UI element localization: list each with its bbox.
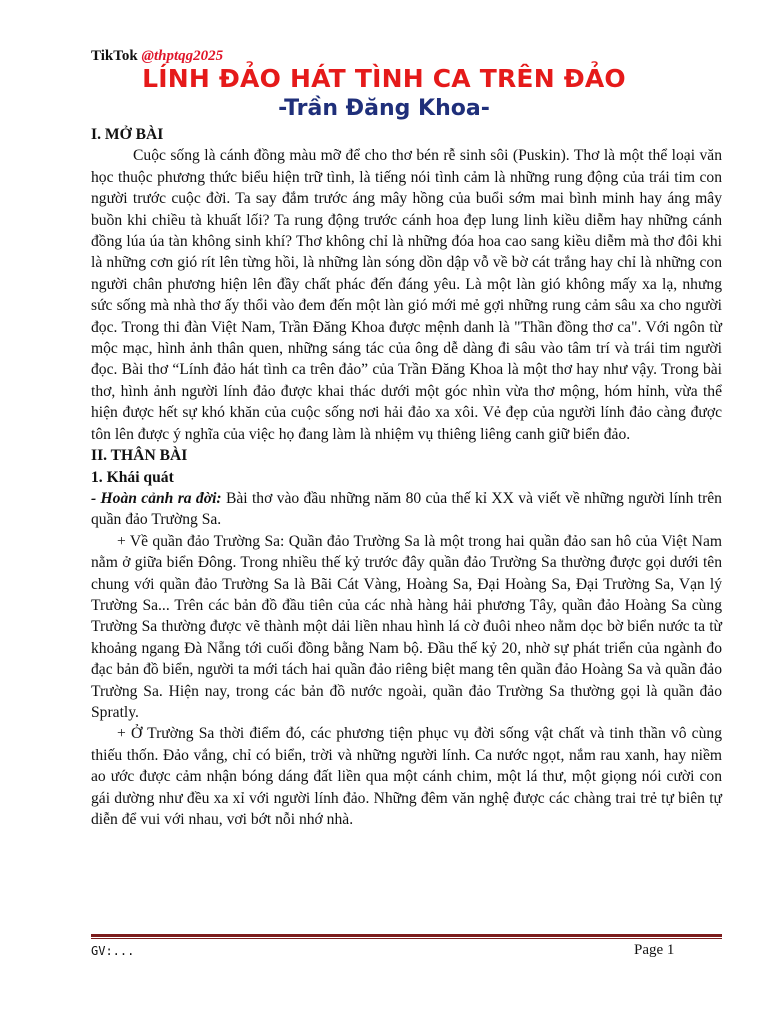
tiktok-credit <box>91 48 223 65</box>
footer-rule-thick <box>91 934 722 937</box>
footer-teacher: GV:... <box>91 944 135 958</box>
islands-paragraph: + Về quần đảo Trường Sa: Quần đảo Trường Sa là một trong hai quần đảo san hô của Việt Nam nằm ở giữa biển Đông. Trong nhiều thế kỷ trước đây quần đảo Trường Sa thường được gọi dưới tên chung với quần đảo Trường Sa là Bãi Cát Vàng, Hoàng Sa, Đại Hoàng Sa, Đại Trường Sa, Vạn lý Trường Sa... Trên các bản đồ đầu tiên của các nhà hàng hải phương Tây, quần đảo Hoàng Sa cùng Trường Sa thường được vẽ thành một dải liền nhau hình lá cờ đuôi nheo nằm dọc bờ biển nước ta từ khoảng ngang Đà Nẵng tới cuối đồng bằng Nam bộ. Đầu thế kỷ 20, nhờ sự phát triển của ngành đo đạc bản đồ biển, người ta mới tách hai quần đảo riêng biệt mang tên quần đảo Hoàng Sa và quần đảo Trường Sa. Hiện nay, trong các bản đồ nước ngoài, quần đảo Trường Sa thường gọi là quần đảo Spratly. <box>91 532 722 721</box>
context-lead: - Hoàn cảnh ra đời: <box>91 489 222 507</box>
life-paragraph: + Ở Trường Sa thời điểm đó, các phương tiện phục vụ đời sống vật chất và tinh thần vô cùng thiếu thốn. Đảo vắng, chỉ có biển, trời và những người lính. Ca nước ngọt, nắm rau xanh, hay niềm ao ước được cảm nhận bóng dáng đất liền qua một cánh chim, một lá thư, một giọng nói cười con gái dường như đều xa xỉ với người lính đảo. Những đêm văn nghệ được các chàng trai trẻ tự biên tự diễn để vui với nhau, vơi bớt nỗi nhớ nhà. <box>91 725 722 828</box>
document-body <box>91 124 722 830</box>
page-number: Page 1 <box>634 942 675 958</box>
context-text: Bài thơ vào đầu những năm 80 của thế kỉ XX và viết về những người lính trên quần đảo Trường Sa. <box>91 489 722 529</box>
tiktok-label: TikTok <box>91 48 142 64</box>
intro-paragraph: Cuộc sống là cánh đồng màu mỡ để cho thơ bén rễ sinh sôi (Puskin). Thơ là một thể loại văn học thuộc phương thức biểu hiện trữ tình, là tiếng nói tình cảm là những rung động của trái tim con người trước cuộc đời. Ta say đắm trước áng mây hồng của buổi sớm mai bình minh hay áng mây buồn khi chiều tà khuất lối? Ta rung động trước cánh hoa đẹp lung linh kiều diễm hay những cánh đồng lúa úa tàn không sinh khí? Thơ không chỉ là những đóa hoa cao sang kiều diễm mà thơ đôi khi là những cơn gió rít lên từng hồi, là những làn sóng dồn dập vỗ về bờ cát trắng hay chỉ là những con người chân phương hiện lên đầy chất phác đến đáng yêu. Là một làn gió không mấy xa lạ, nhưng sức sống mà nhà thơ ấy thổi vào đem đến một làn gió mới mẻ gợi những rung cảm sâu xa cho người đọc. Trong thi đàn Việt Nam, Trần Đăng Khoa được mệnh danh là "Thần đồng thơ ca". Với ngôn từ mộc mạc, hình ảnh thân quen, những sáng tác của ông dễ dàng đi sâu vào tâm trí và trái tim người đọc. Bài thơ “Lính đảo hát tình ca trên đảo” của Trần Đăng Khoa là một thơ hay như vậy. Trong bài thơ, hình ảnh người lính đảo được khai thác dưới một góc nhìn vừa thơ mộng, hóm hỉnh, vừa thể hiện được hết sự khó khăn của cuộc sống nơi hải đảo xa xôi. Vẻ đẹp của người lính đảo càng được tôn lên được ý nghĩa của việc họ đang làm là nhiệm vụ thiêng liêng canh giữ biển đảo. <box>91 147 722 443</box>
body-heading: II. THÂN BÀI <box>91 447 188 465</box>
document-title: LÍNH ĐẢO HÁT TÌNH CA TRÊN ĐẢO <box>142 64 626 93</box>
tiktok-handle: @thptqg2025 <box>141 48 224 64</box>
document-subtitle: -Trần Đăng Khoa- <box>278 96 490 121</box>
context-paragraph <box>91 488 722 531</box>
intro-heading: I. MỞ BÀI <box>91 126 164 143</box>
subheading-overview: 1. Khái quát <box>91 468 174 486</box>
footer-rule-thin <box>91 938 722 939</box>
